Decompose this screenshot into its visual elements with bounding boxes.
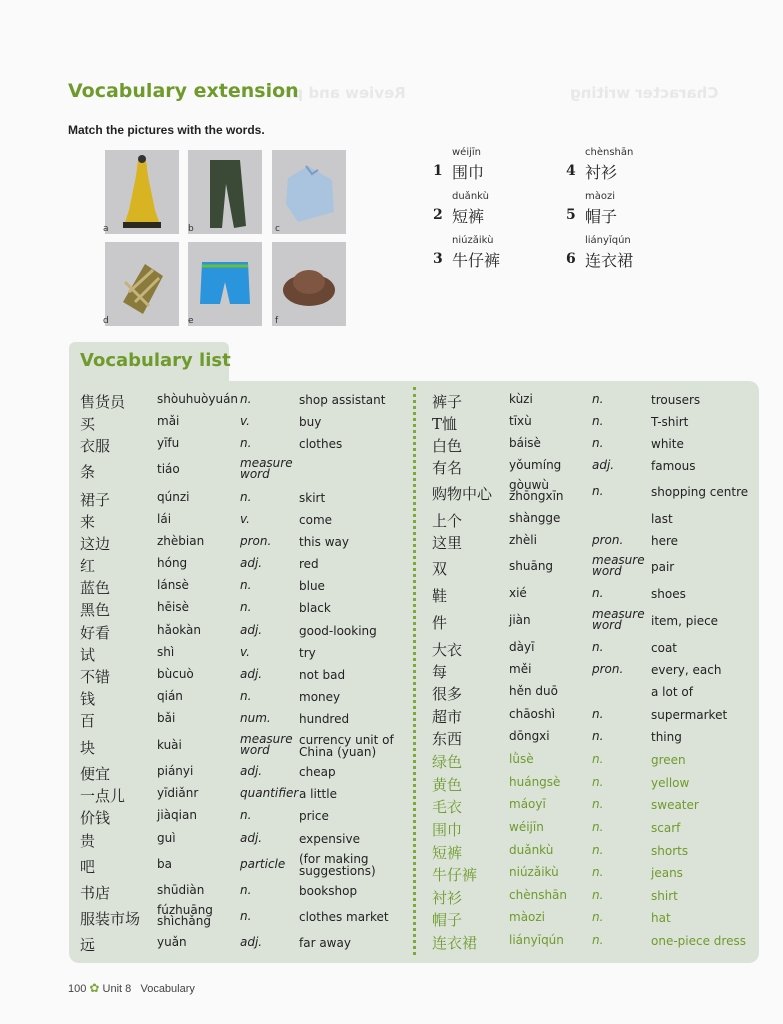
vocab-english: suggestions) <box>299 864 376 878</box>
vocab-part-of-speech: adj. <box>240 556 263 570</box>
vocab-english: pair <box>651 560 675 574</box>
vocab-hanzi: 购物中心 <box>432 485 493 503</box>
vocab-pinyin: qián <box>157 689 183 703</box>
word-hanzi: 连衣裙 <box>585 251 634 270</box>
vocab-part-of-speech: n. <box>592 933 604 947</box>
vocab-part-of-speech: n. <box>240 600 252 614</box>
word-hanzi: 帽子 <box>585 207 618 226</box>
vocab-part-of-speech: measure <box>240 732 293 746</box>
vocab-english: supermarket <box>651 708 728 722</box>
vocab-part-of-speech: adj. <box>240 935 263 949</box>
vocab-english: buy <box>299 415 322 429</box>
vocab-part-of-speech: adj. <box>240 667 263 681</box>
vocab-english: every, each <box>651 663 722 677</box>
word-hanzi: 牛仔裤 <box>452 251 501 270</box>
vocab-hanzi: 连衣裙 <box>432 934 478 952</box>
vocab-english: scarf <box>651 821 681 835</box>
vocab-hanzi: 衣服 <box>80 437 111 455</box>
vocab-hanzi: 不错 <box>80 668 111 686</box>
vocab-part-of-speech: n. <box>592 414 604 428</box>
shorts-icon <box>188 242 262 326</box>
vocab-pinyin: piányi <box>157 764 194 778</box>
dress-icon <box>105 150 179 234</box>
vocab-english: last <box>651 512 673 526</box>
vocab-hanzi: 吧 <box>80 858 96 876</box>
word-pinyin: liányīqún <box>585 235 631 246</box>
vocab-pinyin: huángsè <box>509 775 561 789</box>
vocab-part-of-speech: n. <box>592 729 604 743</box>
vocab-hanzi: 围巾 <box>432 821 463 839</box>
vocab-hanzi: 鞋 <box>432 587 448 605</box>
instruction: Match the pictures with the words. <box>68 123 265 137</box>
vocab-part-of-speech: pron. <box>240 534 272 548</box>
vocab-english: skirt <box>299 491 326 505</box>
vocab-part-of-speech: n. <box>240 490 252 504</box>
word-item <box>563 235 673 275</box>
vocab-english: thing <box>651 730 682 744</box>
vocab-part-of-speech: v. <box>240 645 250 659</box>
vocab-hanzi: 百 <box>80 712 96 730</box>
vocab-hanzi: 绿色 <box>432 753 463 771</box>
vocab-part-of-speech: n. <box>240 689 252 703</box>
vocab-part-of-speech: n. <box>240 578 252 592</box>
vocab-english: try <box>299 646 316 660</box>
vocab-hanzi: 双 <box>432 560 448 578</box>
vocab-english: shorts <box>651 844 689 858</box>
vocab-english: coat <box>651 641 677 655</box>
vocab-part-of-speech: adj. <box>240 623 263 637</box>
vocab-hanzi: 价钱 <box>80 809 111 827</box>
vocab-english: hundred <box>299 712 350 726</box>
word-number: 6 <box>566 251 576 267</box>
section-label: Vocabulary <box>140 983 195 995</box>
flower-icon: ✿ <box>89 981 100 995</box>
vocab-hanzi: 便宜 <box>80 765 111 783</box>
vocab-pinyin: shuāng <box>509 559 554 573</box>
vocab-english: shirt <box>651 889 678 903</box>
unit-label: Unit 8 <box>102 983 132 995</box>
word-item <box>430 147 540 187</box>
vocab-hanzi: 好看 <box>80 624 111 642</box>
vocab-english: green <box>651 753 686 767</box>
vocab-pinyin: dōngxi <box>509 729 550 743</box>
vocab-hanzi: 贵 <box>80 832 96 850</box>
vocab-pinyin: hǎokàn <box>157 623 201 637</box>
word-item <box>563 147 673 187</box>
vocab-english: clothes market <box>299 910 389 924</box>
vocab-part-of-speech: n. <box>592 752 604 766</box>
vocab-part-of-speech: n. <box>592 392 604 406</box>
vocab-english: far away <box>299 936 351 950</box>
word-pinyin: wéijīn <box>452 147 482 158</box>
vocab-part-of-speech: adj. <box>240 764 263 778</box>
vocab-hanzi: 黄色 <box>432 776 463 794</box>
vocab-hanzi: 超市 <box>432 708 463 726</box>
vocab-hanzi: 书店 <box>80 884 111 902</box>
vocab-english: yellow <box>651 776 690 790</box>
word-hanzi: 围巾 <box>452 163 485 182</box>
vocab-english: money <box>299 690 341 704</box>
vocab-pinyin: bǎi <box>157 711 176 725</box>
vocab-pinyin: chāoshì <box>509 707 556 721</box>
vocab-pinyin: kuài <box>157 738 182 752</box>
vocab-pinyin: fúzhuāng <box>157 903 213 917</box>
vocab-hanzi: T恤 <box>432 415 458 433</box>
vocab-hanzi: 很多 <box>432 685 463 703</box>
vocab-hanzi: 短裤 <box>432 844 463 862</box>
vocab-part-of-speech: n. <box>592 888 604 902</box>
vocab-pinyin: hēisè <box>157 600 189 614</box>
vocab-part-of-speech: adj. <box>592 458 615 472</box>
vocab-pinyin: jiàqian <box>157 808 197 822</box>
vocab-pinyin: niúzǎikù <box>509 865 559 879</box>
vocab-hanzi: 牛仔裤 <box>432 866 478 884</box>
vocab-hanzi: 试 <box>80 646 96 664</box>
vocab-part-of-speech: quantifier <box>240 786 299 800</box>
vocab-hanzi: 黑色 <box>80 601 111 619</box>
vocab-part-of-speech: measure <box>592 607 645 621</box>
vocab-hanzi: 衬衫 <box>432 889 463 907</box>
vocab-english: this way <box>299 535 349 549</box>
vocab-pinyin: gòuwù <box>509 478 549 492</box>
vocab-hanzi: 帽子 <box>432 911 463 929</box>
word-pinyin: màozi <box>585 191 616 202</box>
vocab-english: shoes <box>651 587 686 601</box>
vocab-pinyin: hóng <box>157 556 188 570</box>
vocab-english: currency unit of <box>299 733 394 747</box>
vocab-hanzi: 服装市场 <box>80 910 141 928</box>
vocab-english: shop assistant <box>299 393 386 407</box>
vocab-pinyin: lái <box>157 512 172 526</box>
vocab-hanzi: 裙子 <box>80 491 111 509</box>
vocab-pinyin: guì <box>157 831 176 845</box>
vocab-pinyin: hěn duō <box>509 684 558 698</box>
picture-grid <box>100 148 350 328</box>
vocab-part-of-speech: word <box>592 618 622 632</box>
column-divider <box>413 387 416 955</box>
vocab-hanzi: 每 <box>432 663 448 681</box>
vocab-pinyin: tiáo <box>157 462 180 476</box>
vocab-hanzi: 大衣 <box>432 641 463 659</box>
vocab-pinyin: yīdiǎnr <box>157 786 199 800</box>
word-list <box>430 147 660 272</box>
vocab-pinyin: shì <box>157 645 175 659</box>
vocab-pinyin: jiàn <box>509 613 531 627</box>
vocab-english: famous <box>651 459 696 473</box>
jeans-icon <box>188 150 262 234</box>
vocab-pinyin: yīfu <box>157 436 180 450</box>
vocab-pinyin: zhōngxīn <box>509 489 564 503</box>
vocab-part-of-speech: n. <box>592 843 604 857</box>
vocab-english: bookshop <box>299 884 358 898</box>
vocab-hanzi: 远 <box>80 936 96 954</box>
vocab-hanzi: 一点儿 <box>80 787 126 805</box>
vocab-hanzi: 块 <box>80 739 96 757</box>
vocab-part-of-speech: n. <box>592 910 604 924</box>
vocab-english: one-piece dress <box>651 934 746 948</box>
vocab-part-of-speech: n. <box>592 484 604 498</box>
vocab-hanzi: 买 <box>80 415 96 433</box>
vocab-hanzi: 红 <box>80 557 96 575</box>
word-number: 5 <box>566 207 576 223</box>
picture-label-b: b <box>188 224 194 234</box>
word-hanzi: 短裤 <box>452 207 485 226</box>
vocab-title: Vocabulary list <box>80 350 231 371</box>
vocab-part-of-speech: v. <box>240 512 250 526</box>
vocab-english: come <box>299 513 333 527</box>
vocab-pinyin: zhèbian <box>157 534 205 548</box>
picture-label-c: c <box>275 224 280 234</box>
vocab-english: shopping centre <box>651 485 749 499</box>
vocab-hanzi: 上个 <box>432 512 463 530</box>
vocab-pinyin: shìchǎng <box>157 914 211 928</box>
vocab-part-of-speech: n. <box>592 436 604 450</box>
word-hanzi: 衬衫 <box>585 163 618 182</box>
word-pinyin: niúzǎikù <box>452 235 494 246</box>
vocab-pinyin: máoyī <box>509 797 546 811</box>
vocab-pinyin: chènshān <box>509 888 568 902</box>
vocab-part-of-speech: word <box>592 564 622 578</box>
vocab-pinyin: mǎi <box>157 414 180 428</box>
vocab-pinyin: liányīqún <box>509 933 564 947</box>
vocab-pinyin: yuǎn <box>157 935 187 949</box>
vocab-pinyin: qúnzi <box>157 490 190 504</box>
vocab-pinyin: báisè <box>509 436 541 450</box>
vocab-pinyin: shūdiàn <box>157 883 205 897</box>
vocab-hanzi: 售货员 <box>80 393 126 411</box>
vocab-hanzi: 东西 <box>432 730 463 748</box>
vocab-pinyin: wéijīn <box>509 820 544 834</box>
vocab-part-of-speech: n. <box>240 436 252 450</box>
vocab-pinyin: tīxù <box>509 414 532 428</box>
extension-title: Vocabulary extension <box>68 80 299 102</box>
vocab-english: hat <box>651 911 671 925</box>
vocab-part-of-speech: v. <box>240 414 250 428</box>
page-footer <box>68 981 195 995</box>
vocab-hanzi: 裤子 <box>432 393 463 411</box>
vocab-english: price <box>299 809 329 823</box>
vocab-english: white <box>651 437 684 451</box>
word-item <box>563 191 673 231</box>
vocab-part-of-speech: n. <box>240 392 252 406</box>
vocab-pinyin: màozi <box>509 910 546 924</box>
vocab-part-of-speech: word <box>240 743 270 757</box>
vocab-english: sweater <box>651 798 699 812</box>
vocab-part-of-speech: n. <box>592 775 604 789</box>
vocab-english: not bad <box>299 668 346 682</box>
vocab-english: a little <box>299 787 337 801</box>
vocab-pinyin: duǎnkù <box>509 843 554 857</box>
vocab-hanzi: 件 <box>432 614 448 632</box>
vocab-pinyin: shàngge <box>509 511 561 525</box>
vocab-part-of-speech: n. <box>592 797 604 811</box>
vocab-part-of-speech: n. <box>592 820 604 834</box>
vocab-english: T-shirt <box>651 415 689 429</box>
vocab-pinyin: shòuhuòyuán <box>157 392 239 406</box>
vocab-part-of-speech: measure <box>592 553 645 567</box>
hat-icon <box>272 242 346 326</box>
word-number: 4 <box>566 163 576 179</box>
vocab-english: item, piece <box>651 614 719 628</box>
vocab-pinyin: ba <box>157 857 172 871</box>
scarf-icon <box>105 242 179 326</box>
vocab-pinyin: lǜsè <box>509 752 534 766</box>
vocab-hanzi: 来 <box>80 513 96 531</box>
vocab-hanzi: 这边 <box>80 535 111 553</box>
vocab-english: cheap <box>299 765 336 779</box>
vocab-english: a lot of <box>651 685 693 699</box>
word-pinyin: duǎnkù <box>452 191 489 202</box>
vocab-part-of-speech: n. <box>240 909 252 923</box>
vocab-pinyin: dàyī <box>509 640 535 654</box>
bleed-through-heading: Review and pr <box>285 84 406 102</box>
vocab-english: jeans <box>651 866 683 880</box>
picture-label-d: d <box>103 316 109 326</box>
vocab-part-of-speech: n. <box>592 707 604 721</box>
vocab-part-of-speech: num. <box>240 711 271 725</box>
vocab-pinyin: xié <box>509 586 527 600</box>
vocab-english: blue <box>299 579 325 593</box>
word-item <box>430 235 540 275</box>
word-number: 3 <box>433 251 443 267</box>
bleed-through-heading-2: Character writing <box>570 84 719 102</box>
vocab-hanzi: 条 <box>80 463 96 481</box>
vocab-hanzi: 这里 <box>432 534 463 552</box>
vocab-english: here <box>651 534 679 548</box>
shirt-icon <box>272 150 346 234</box>
vocab-pinyin: měi <box>509 662 532 676</box>
vocab-hanzi: 钱 <box>80 690 96 708</box>
vocab-pinyin: lánsè <box>157 578 189 592</box>
vocab-hanzi: 蓝色 <box>80 579 111 597</box>
vocab-part-of-speech: word <box>240 467 270 481</box>
vocab-english: expensive <box>299 832 360 846</box>
vocab-hanzi: 白色 <box>432 437 463 455</box>
vocab-hanzi: 有名 <box>432 459 463 477</box>
vocab-english: China (yuan) <box>299 745 377 759</box>
vocab-pinyin: yǒumíng <box>509 458 562 472</box>
word-number: 1 <box>433 163 443 179</box>
vocab-pinyin: zhèli <box>509 533 537 547</box>
picture-label-f: f <box>275 316 279 326</box>
vocab-english: trousers <box>651 393 701 407</box>
word-item <box>430 191 540 231</box>
vocab-english: good-looking <box>299 624 377 638</box>
page-number: 100 <box>68 983 87 995</box>
picture-label-e: e <box>188 316 194 326</box>
vocab-part-of-speech: n. <box>592 865 604 879</box>
vocab-part-of-speech: n. <box>240 808 252 822</box>
vocab-part-of-speech: n. <box>240 883 252 897</box>
vocab-part-of-speech: adj. <box>240 831 263 845</box>
vocab-part-of-speech: n. <box>592 586 604 600</box>
picture-label-a: a <box>103 224 109 234</box>
vocab-english: black <box>299 601 331 615</box>
word-number: 2 <box>433 207 443 223</box>
vocab-english: red <box>299 557 319 571</box>
vocab-english: (for making <box>299 852 369 866</box>
vocab-pinyin: bùcuò <box>157 667 194 681</box>
vocab-part-of-speech: pron. <box>592 533 624 547</box>
vocab-part-of-speech: n. <box>592 640 604 654</box>
vocab-hanzi: 毛衣 <box>432 798 463 816</box>
vocab-part-of-speech: measure <box>240 456 293 470</box>
vocab-part-of-speech: pron. <box>592 662 624 676</box>
vocab-part-of-speech: particle <box>240 857 286 871</box>
word-pinyin: chènshān <box>585 147 634 158</box>
vocab-english: clothes <box>299 437 343 451</box>
vocab-pinyin: kùzi <box>509 392 533 406</box>
